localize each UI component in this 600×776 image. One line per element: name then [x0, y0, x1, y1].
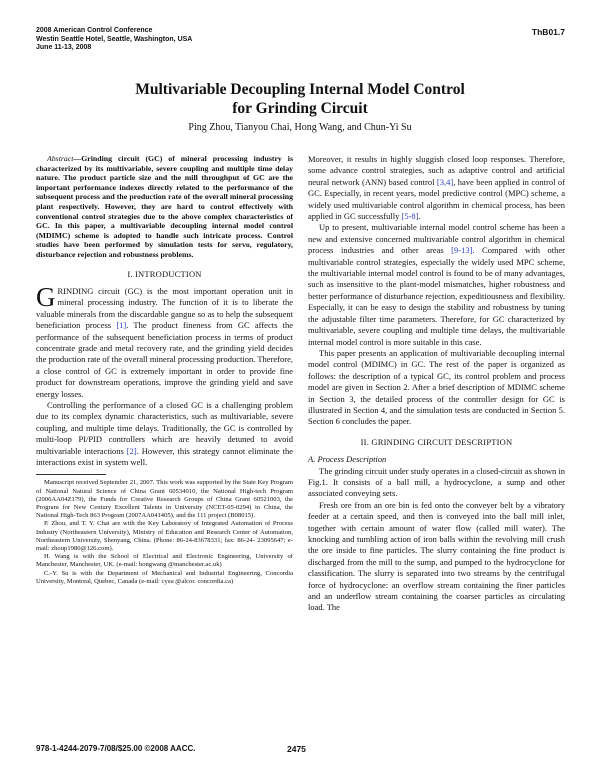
abstract-label: Abstract	[47, 154, 74, 163]
paper-title	[0, 80, 600, 118]
citation-link[interactable]: [2]	[126, 445, 137, 456]
title-line-1: Multivariable Decoupling Internal Model Control	[135, 81, 465, 98]
right-column	[308, 154, 565, 614]
drop-cap: G	[36, 281, 56, 312]
right-paragraph-4: The grinding circuit under study operates in a closed-circuit as shown in Fig.1. It consists of a ball mill, a hydrocyclone, a sump and other associated conveying sets.	[308, 465, 565, 499]
footnote-affiliation-2: H. Wang is with the School of Electrical and Electronic Engineering, University of Manchester, Manchester, UK. (e-mail: hongwang @manchester.ac.uk)	[36, 553, 293, 569]
author-list: Ping Zhou, Tianyou Chai, Hong Wang, and Chun-Yi Su	[188, 122, 412, 133]
citation-link[interactable]: [9-13]	[451, 245, 473, 256]
right-paragraph-5: Fresh ore from an ore bin is fed onto the conveyer belt by a vibratory feeder at a certain speed, and then is conveyed into the ball mill inlet, together with certain amount of water flow (called mill water). The knocking and tumbling action of iron balls within the revolving mill crush the ore inside to fine particles. The slurry containing the fine product is discharged from the mill to the sump, and pumped to the hydrocyclone for classification. The slurry is separated into two streams by the centrifugal force of hydrocyclone: an overflow stream containing the finer particles and an underflow stream containing the coarser particles as circulating load. The	[308, 499, 565, 613]
footnote-affiliation-1: P. Zhou, and T. Y. Chai are with the Key Laboratory of Integrated Automation of Process Industry (Northeastern University), Ministry of Education and Research Center of Automation, Northeastern University, Shenyang, China. (Phone: 86-24-83678331; fax: 86-24- 23095647; e-mail: zhoup1980@126.com).	[36, 520, 293, 553]
citation-link[interactable]: [5-8]	[401, 211, 419, 222]
isbn-footer: 978-1-4244-2079-7/08/$25.00 ©2008 AACC.	[36, 744, 196, 753]
abstract-text: —Grinding circuit (GC) of mineral processing industry is characterized by its multivariable, severe coupling and multiple time delay nature. The product particle size and the mill throughput of GC are the important performance indexes directly related to the performance of the subsequent process and the production rate of the overall mineral processing plant respectively. However, they are hard to control effectively with conventional control strategies due to the above complex characteristics of GC. In this paper, a multivariable decoupling internal model control (MDIMC) scheme is adopted to handle such intricate process. Control studies have been performed by simulation tests for servo, regulatory, disturbance rejection and robustness problems.	[36, 154, 293, 259]
footnote-funding: Manuscript received September 21, 2007. This work was supported by the State Key Program of National Natural Science of China Grant 60534010, the National High-tech Program (2006AA04Z179), the Funds for Creative Research Groups of China Grant 60521003, the Program for New Century Excellent Talents in University (NCET-05-0294) in China, the National High-Tech 863 Program (2007AA041405), and the 111 project (B08015).	[36, 479, 293, 520]
right-paragraph-3: This paper presents an application of multivariable decoupling internal model control (MDIMC) in GC. The rest of the paper is organized as follows: the description of a typical GC, its control problem and process model are given in Section 2. After a brief description of MDIMC scheme in Section 3, the detailed process of the controller design for GC is illustrated in Section 4, and the simulation tests are conducted in Section 5. Section 6 concludes the paper.	[308, 347, 565, 427]
section-1-heading: I. INTRODUCTION	[127, 268, 202, 279]
citation-link[interactable]: [1]	[116, 320, 127, 331]
conference-name: 2008 American Control Conference	[36, 27, 153, 34]
abstract	[36, 154, 293, 260]
session-code: ThB01.7	[531, 27, 565, 37]
footnote-divider	[36, 474, 106, 475]
citation-link[interactable]: [3,4]	[436, 176, 454, 187]
right-paragraph-1: Moreover, it results in highly sluggish closed loop responses. Therefore, some advance control strategies, such as adaptive control and artificial neural network (ANN) based control [3,4], have been applied in control of GC. Especially, in recent years, model predictive control (MPC) scheme, a widely used multivariable control algorithm in chemical process, has been applied in GC successfully [5-8].	[308, 154, 565, 222]
conference-header	[36, 27, 192, 53]
left-column	[36, 154, 293, 586]
footnotes	[36, 479, 293, 586]
page-number: 2475	[287, 744, 306, 754]
intro-paragraph-1: GRINDING circuit (GC) is the most important operation unit in mineral processing industry. The function of it is to liberate the valuable minerals from the discardable gangue so as to help the subsequent beneficiation process [1]. The product fineness from GC affects the performance of the subsequent beneficiation process in terms of product concentrate grade and metal recovery rate, and the grinding yield decides the production rate of the overall mineral processing production. Therefore, a close control of GC is extremely important in order to provide fine product for downstream operations, improve the grinding yield and save energy losses.	[36, 281, 294, 399]
conference-venue: Westin Seattle Hotel, Seattle, Washington, USA	[36, 35, 193, 43]
section-2-heading: II. GRINDING CIRCUIT DESCRIPTION	[360, 436, 513, 447]
subsection-a-heading: A. Process Description	[308, 454, 387, 465]
footnote-affiliation-3: C.-Y. Su is with the Department of Mechanical and Industrial Engineering, Concordia University, Montreal, Quebec, Canada (e-mail: cysu @alcor. concordia.ca)	[36, 569, 293, 585]
title-line-2: for Grinding Circuit	[232, 100, 368, 117]
conference-dates: June 11-13, 2008	[36, 44, 92, 51]
right-paragraph-2: Up to present, multivariable internal model control scheme has been a new and extensive concerned multivariable control algorithm in chemical process industries and other areas [9-13]. Compared with other multivariable control strategies, especially the widely used MPC scheme, the multivariable internal model control is found to be of many advantages, such as insensitive to the plant-model mismatches, higher robustness and better performance of disturbance rejection, expeditiousness and flexibility. Especially, it can be easy to design the stability and robustness by tuning the adjustable filter time parameters. Therefore, for GC characterized by multivariable, severe coupling and multiple time delays, the multivariable internal model control is more suitable in this case.	[308, 222, 565, 347]
intro-paragraph-2: Controlling the performance of a closed GC is a challenging problem due to its complex dynamic characteristics, such as multivariable, severe coupling, and multiple time delays. Traditionally, the GC is controlled by multi-loop PI/PID controllers which are heavily detuned to avoid multivariable interactions [2]. However, this strategy cannot eliminate the interactions exist in system well.	[36, 400, 293, 468]
